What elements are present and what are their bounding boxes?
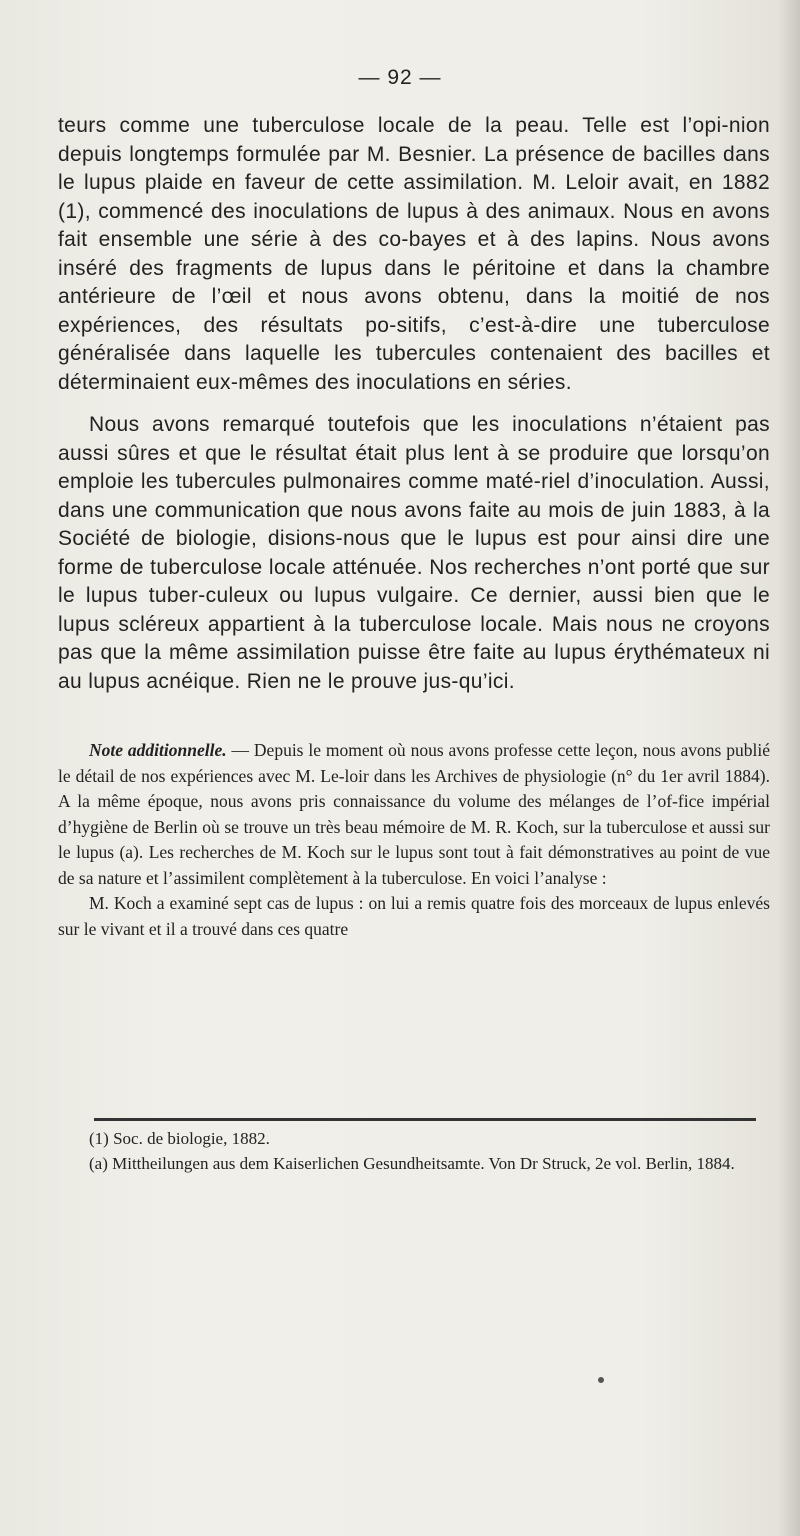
- additional-note: [58, 738, 770, 942]
- footnote-2: (a) Mittheilungen aus dem Kaiserlichen Gesundheitsamte. Von Dr Struck, 2e vol. Berlin, 1884.: [89, 1154, 735, 1173]
- note-paragraph-2: M. Koch a examiné sept cas de lupus : on lui a remis quatre fois des morceaux de lupus enlevés sur le vivant et il a trouvé dans ces quatre: [58, 893, 770, 939]
- main-text: [58, 112, 770, 696]
- ink-speck: [598, 1377, 604, 1383]
- paragraph-1: teurs comme une tuberculose locale de la peau. Telle est l’opi-nion depuis longtemps formulée par M. Besnier. La présence de bacilles dans le lupus plaide en faveur de cette assimilation. M. Leloir avait, en 1882 (1), commencé des inoculations de lupus à des animaux. Nous en avons fait ensemble une série à des co-bayes et à des lapins. Nous avons inséré des fragments de lupus dans le péritoine et dans la chambre antérieure de l’œil et nous avons obtenu, dans la moitié de nos expériences, des résultats po-sitifs, c’est-à-dire une tuberculose généralisée dans laquelle les tubercules contenaient des bacilles et déterminaient eux-mêmes des inoculations en séries.: [58, 114, 770, 394]
- footnote-1: (1) Soc. de biologie, 1882.: [89, 1129, 270, 1148]
- note-paragraph-1: [58, 738, 770, 891]
- footnote-divider: [94, 1118, 756, 1121]
- note-label: Note additionnelle.: [89, 740, 227, 760]
- note-text-1: — Depuis le moment où nous avons professe cette leçon, nous avons publié le détail de nos expériences avec M. Le-loir dans les Archives de physiologie (n° du 1er avril 1884). A la même époque, nous avons pris connaissance du volume des mélanges de l’of-fice impérial d’hygiène de Berlin où se trouve un très beau mémoire de M. R. Koch, sur la tuberculose et aussi sur le lupus (a). Les recherches de M. Koch sur le lupus sont tout à fait démonstratives au point de vue de sa nature et l’assimilent complètement à la tuberculose. En voici l’analyse :: [58, 740, 771, 888]
- page-number: — 92 —: [358, 66, 442, 89]
- page-edge-shadow: [778, 0, 800, 1536]
- footnotes: [58, 1126, 770, 1176]
- paragraph-2: Nous avons remarqué toutefois que les inoculations n’étaient pas aussi sûres et que le résultat était plus lent à se produire que lorsqu’on emploie les tubercules pulmonaires comme maté-riel d’inoculation. Aussi, dans une communication que nous avons faite au mois de juin 1883, à la Société de biologie, disions-nous que le lupus est pour ainsi dire une forme de tuberculose locale atténuée. Nos recherches n’ont porté que sur le lupus tuber-culeux ou lupus vulgaire. Ce dernier, aussi bien que le lupus scléreux appartient à la tuberculose locale. Mais nous ne croyons pas que la même assimilation puisse être faite au lupus érythémateux ni au lupus acnéique. Rien ne le prouve jus-qu’ici.: [58, 413, 770, 693]
